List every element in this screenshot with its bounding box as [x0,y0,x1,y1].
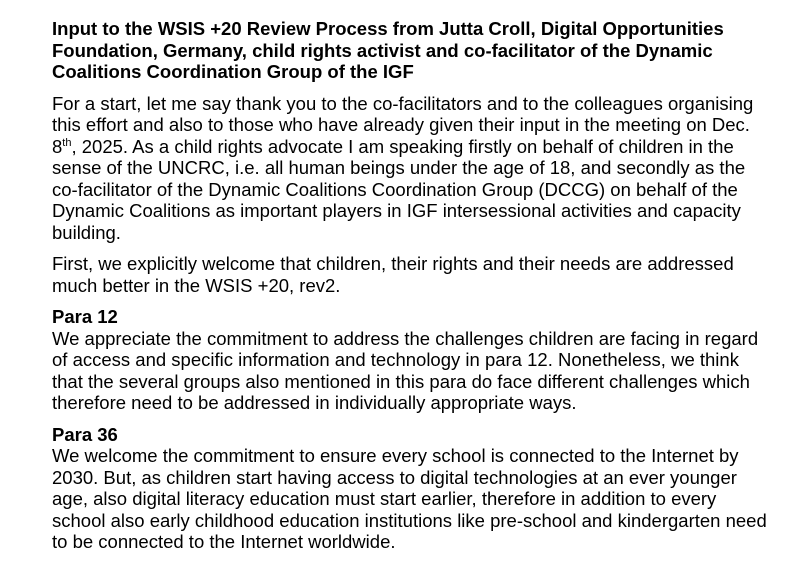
intro-text-start: For a start, let me say thank you to the co-facilitators and to the colleagues organising this effort and also to those who have already given their input in the meeting on Dec. 8 [52,92,754,157]
section-para-36 [52,424,770,553]
section-text: We welcome the commitment to ensure every school is connected to the Internet by 2030. But, as children start having access to digital technologies at an ever younger age, also digital literacy education must start earlier, therefore in addition to every school also early childhood education institutions like pre-school and kindergarten need to be connected to the Internet worldwide. [52,445,767,552]
intro-paragraph [52,93,770,244]
welcome-paragraph: First, we explicitly welcome that children, their rights and their needs are addressed much better in the WSIS +20, rev2. [52,253,734,296]
section-heading: Para 36 [52,423,118,445]
section-heading: Para 12 [52,306,118,327]
section-text: We appreciate the commitment to address the challenges children are facing in regard of access and specific information and technology in para 12. Nonetheless, we think that the several groups also mentioned in this para do face different challenges which therefore need to be addressed in individually appropriate ways. [52,327,759,413]
intro-text-end: , 2025. As a child rights advocate I am speaking firstly on behalf of children in the sense of the UNCRC, i.e. all human beings under the age of 18, and secondly as the co-facilitator of the Dynamic Coalitions Coordination Group (DCCG) on behalf of the Dynamic Coalitions as important players in IGF intersessional activities and capacity building. [52,135,746,243]
document-title: Input to the WSIS +20 Review Process from Jutta Croll, Digital Opportunities Foundation, Germany, child rights activist and co-facilitator of the Dynamic Coalitions Coordination Group of the IGF [52,18,724,82]
date-ordinal-suffix: th [62,136,72,149]
section-para-12 [52,306,770,414]
